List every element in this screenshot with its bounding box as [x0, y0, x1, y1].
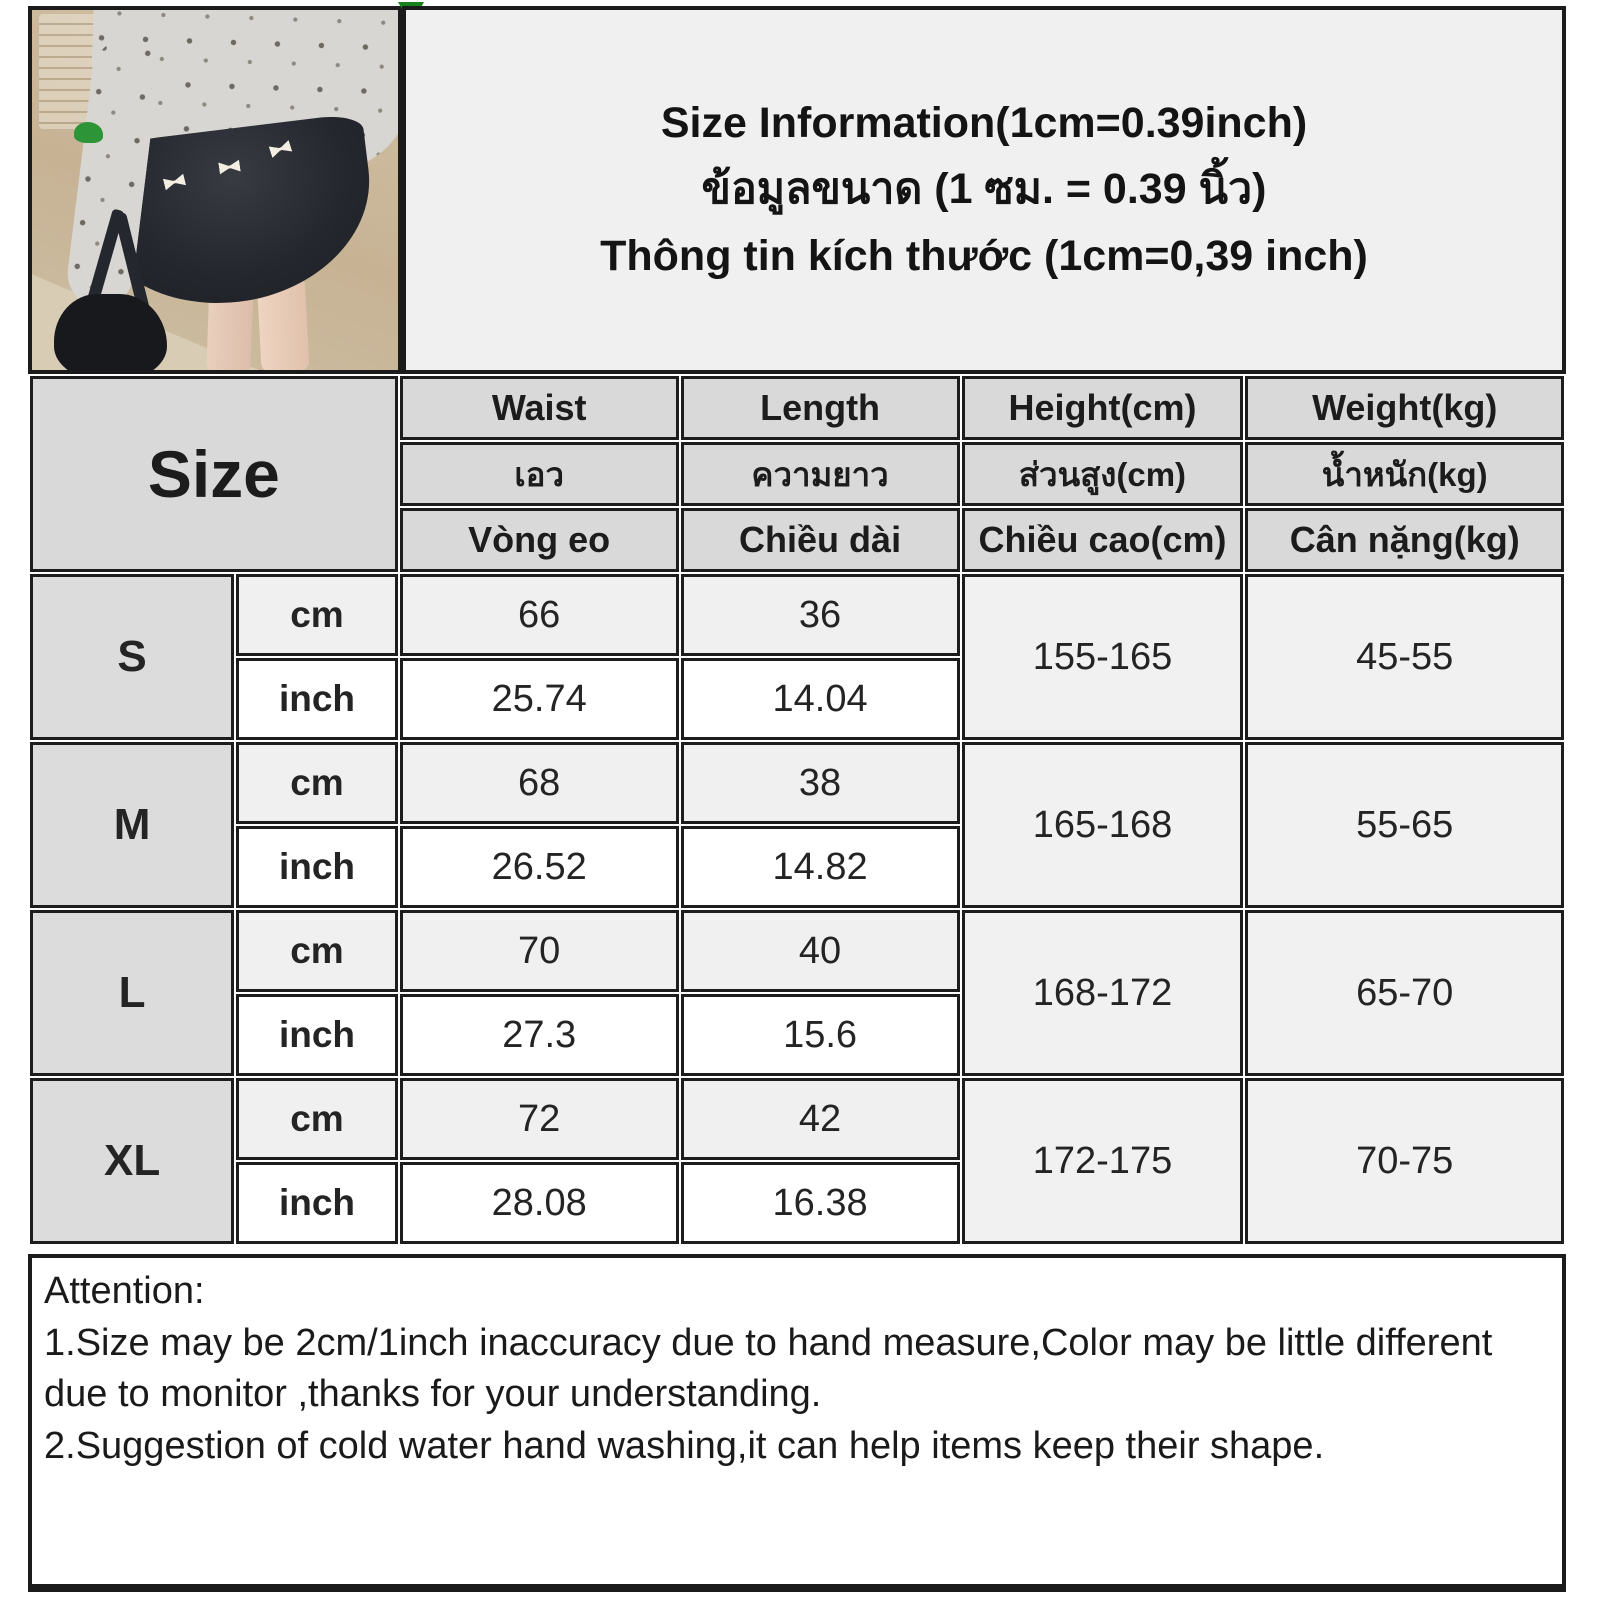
cell-waist-in-l: 27.3	[400, 994, 679, 1076]
row-s-cm	[30, 574, 1564, 656]
product-photo	[28, 6, 402, 374]
cell-length-in-s: 14.04	[681, 658, 960, 740]
cell-weight-m: 55-65	[1245, 742, 1564, 908]
size-table	[28, 374, 1566, 1246]
unit-cell-cm: cm	[236, 742, 398, 824]
cell-weight-l: 65-70	[1245, 910, 1564, 1076]
unit-cell-inch: inch	[236, 658, 398, 740]
size-table-wrapper	[28, 374, 1566, 1246]
cell-height-m: 165-168	[962, 742, 1244, 908]
unit-cell-inch: inch	[236, 1162, 398, 1244]
black-bag	[54, 294, 167, 374]
attention-note-1: 1.Size may be 2cm/1inch inaccuracy due to hand measure,Color may be little different due to monitor ,thanks for your understanding.	[44, 1321, 1493, 1416]
header-length-vi: Chiều dài	[681, 508, 960, 572]
header-waist-en: Waist	[400, 376, 679, 440]
attention-heading: Attention:	[44, 1270, 205, 1312]
size-column-header: Size	[30, 376, 398, 572]
unit-cell-inch: inch	[236, 994, 398, 1076]
title-block	[402, 6, 1566, 374]
cell-waist-cm-l: 70	[400, 910, 679, 992]
header-height-en: Height(cm)	[962, 376, 1244, 440]
title-english: Size Information(1cm=0.39inch)	[660, 99, 1308, 148]
cell-waist-cm-m: 68	[400, 742, 679, 824]
header-height-th: ส่วนสูง(cm)	[962, 442, 1244, 506]
cell-length-cm-m: 38	[681, 742, 960, 824]
row-l-cm	[30, 910, 1564, 992]
cell-length-in-m: 14.82	[681, 826, 960, 908]
header-length-en: Length	[681, 376, 960, 440]
cell-height-xl: 172-175	[962, 1078, 1244, 1244]
title-thai: ข้อมูลขนาด (1 ซม. = 0.39 นิ้ว)	[701, 165, 1267, 214]
unit-cell-cm: cm	[236, 1078, 398, 1160]
attention-note-2: 2.Suggestion of cold water hand washing,it can help items keep their shape.	[44, 1425, 1325, 1468]
cell-waist-in-m: 26.52	[400, 826, 679, 908]
cell-length-in-xl: 16.38	[681, 1162, 960, 1244]
size-label-l: L	[30, 910, 234, 1076]
cell-waist-in-s: 25.74	[400, 658, 679, 740]
size-label-xl: XL	[30, 1078, 234, 1244]
unit-cell-cm: cm	[236, 574, 398, 656]
cell-weight-xl: 70-75	[1245, 1078, 1564, 1244]
header-weight-vi: Cân nặng(kg)	[1245, 508, 1564, 572]
cell-length-cm-xl: 42	[681, 1078, 960, 1160]
header-waist-th: เอว	[400, 442, 679, 506]
title-vietnamese: Thông tin kích thước (1cm=0,39 inch)	[600, 231, 1368, 280]
header-length-th: ความยาว	[681, 442, 960, 506]
unit-cell-cm: cm	[236, 910, 398, 992]
header-weight-th: น้ำหนัก(kg)	[1245, 442, 1564, 506]
unit-cell-inch: inch	[236, 826, 398, 908]
cell-length-cm-l: 40	[681, 910, 960, 992]
cell-length-in-l: 15.6	[681, 994, 960, 1076]
cell-height-l: 168-172	[962, 910, 1244, 1076]
header-row-en	[30, 376, 1564, 440]
row-xl-cm	[30, 1078, 1564, 1160]
cell-waist-cm-xl: 72	[400, 1078, 679, 1160]
attention-box	[28, 1254, 1566, 1592]
size-label-m: M	[30, 742, 234, 908]
header-weight-en: Weight(kg)	[1245, 376, 1564, 440]
size-label-s: S	[30, 574, 234, 740]
row-m-cm	[30, 742, 1564, 824]
cell-waist-in-xl: 28.08	[400, 1162, 679, 1244]
cell-height-s: 155-165	[962, 574, 1244, 740]
header-height-vi: Chiều cao(cm)	[962, 508, 1244, 572]
cell-length-cm-s: 36	[681, 574, 960, 656]
cell-weight-s: 45-55	[1245, 574, 1564, 740]
header-waist-vi: Vòng eo	[400, 508, 679, 572]
cell-waist-cm-s: 66	[400, 574, 679, 656]
